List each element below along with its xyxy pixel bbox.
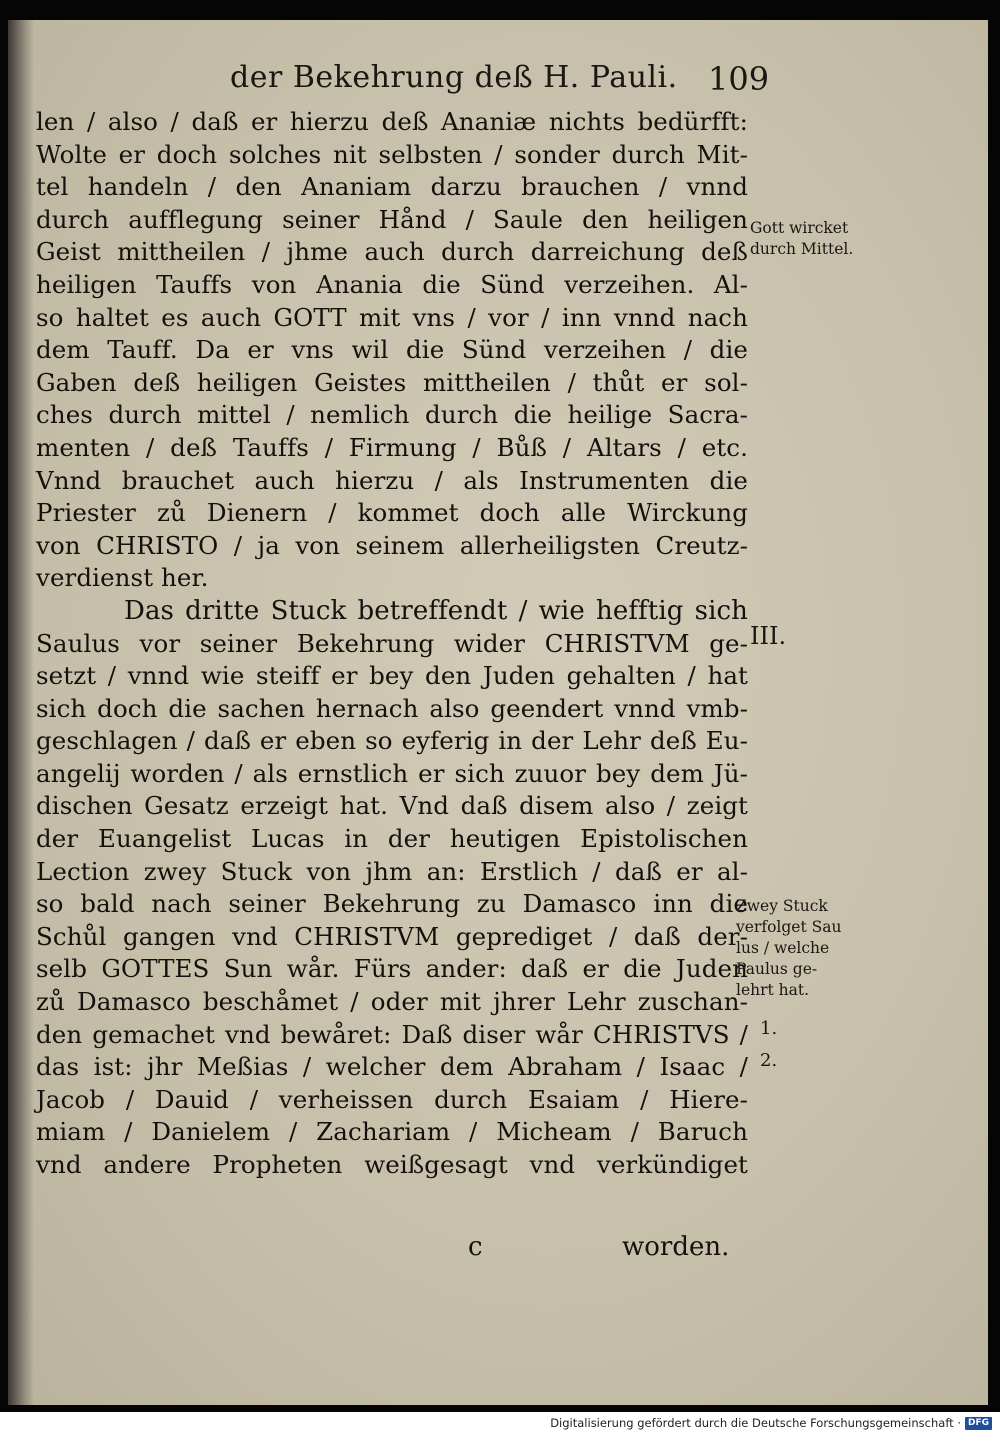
- text-line: angelij worden / als ernstlich er sich zuuor bey dem Jü-: [36, 758, 748, 788]
- dfg-logo-icon[interactable]: DFG: [965, 1417, 992, 1430]
- main-text-block: [36, 106, 748, 1182]
- margin-note-section-three: III.: [750, 622, 787, 650]
- margin-note-line: verfolget Sau: [736, 918, 842, 936]
- text-line: menten / deß Tauffs / Firmung / Bůß / Altars / etc.: [36, 432, 748, 462]
- text-line: heiligen Tauffs von Anania die Sünd verzeihen. Al-: [36, 269, 748, 299]
- signature-mark: c: [468, 1232, 483, 1262]
- credit-bar: [0, 1412, 1000, 1434]
- text-line: zů Damasco beschåmet / oder mit jhrer Lehr zuschan-: [36, 987, 748, 1017]
- text-line: das ist: jhr Meßias / welcher dem Abraham / Isaac /: [36, 1052, 748, 1082]
- margin-note-line: lus / welche: [736, 939, 830, 957]
- margin-note-line: Zwey Stuck: [736, 897, 828, 915]
- margin-note-line: Gott wircket: [750, 219, 849, 237]
- credit-text: Digitalisierung gefördert durch die Deutsche Forschungsgemeinschaft ·: [550, 1416, 961, 1430]
- running-title: der Bekehrung deß H. Pauli.: [230, 60, 678, 95]
- text-line: den gemachet vnd bewåret: Daß diser wår CHRISTVS /: [36, 1019, 748, 1049]
- text-line: dem Tauff. Da er vns wil die Sünd verzeihen / die: [36, 335, 748, 365]
- text-line: selb GOTTES Sun wår. Fürs ander: daß er die Juden: [36, 954, 748, 984]
- text-line: vnd andere Propheten weißgesagt vnd verkündiget: [36, 1150, 748, 1179]
- book-page: [8, 20, 988, 1405]
- text-line: Lection zwey Stuck von jhm an: Erstlich / daß er al-: [36, 856, 748, 886]
- text-line: von CHRISTO / ja von seinem allerheiligsten Creutz-: [36, 530, 748, 560]
- text-line: der Euangelist Lucas in der heutigen Epistolischen: [36, 824, 748, 854]
- text-line: so haltet es auch GOTT mit vns / vor / inn vnnd nach: [36, 302, 748, 332]
- margin-note-line: durch Mittel.: [750, 240, 854, 258]
- text-line: verdienst her.: [36, 563, 209, 593]
- text-line: miam / Danielem / Zachariam / Micheam / Baruch: [36, 1117, 748, 1147]
- text-line: ches durch mittel / nemlich durch die heilige Sacra-: [36, 400, 748, 430]
- margin-number-two: 2.: [760, 1050, 778, 1071]
- text-line: Saulus vor seiner Bekehrung wider CHRISTVM ge-: [36, 628, 748, 658]
- text-line: Schůl gangen vnd CHRISTVM geprediget / daß der-: [36, 921, 748, 951]
- text-line: Geist mittheilen / jhme auch durch darreichung deß: [36, 237, 748, 267]
- text-line: dischen Gesatz erzeigt hat. Vnd daß disem also / zeigt: [36, 791, 748, 821]
- text-line: Vnnd brauchet auch hierzu / als Instrumenten die: [36, 465, 748, 495]
- text-line: tel handeln / den Ananiam darzu brauchen / vnnd: [36, 172, 748, 202]
- margin-number-one: 1.: [760, 1018, 778, 1039]
- text-line: Wolte er doch solches nit selbsten / sonder durch Mit-: [36, 139, 748, 169]
- margin-note-line: lehrt hat.: [736, 981, 810, 999]
- text-line: sich doch die sachen hernach also geendert vnnd vmb-: [36, 693, 748, 723]
- text-line: Gaben deß heiligen Geistes mittheilen / thůt er sol-: [36, 367, 748, 397]
- margin-note-line: Paulus ge-: [736, 960, 818, 978]
- page-number: 109: [708, 60, 770, 98]
- text-line: durch aufflegung seiner Hånd / Saule den heiligen: [36, 204, 748, 234]
- text-line: len / also / daß er hierzu deß Ananiæ nichts bedürfft:: [36, 107, 748, 136]
- text-line: geschlagen / daß er eben so eyferig in der Lehr deß Eu-: [36, 726, 748, 756]
- text-line: so bald nach seiner Bekehrung zu Damasco inn die: [36, 889, 748, 919]
- margin-note-two-pieces: [736, 896, 841, 1001]
- text-line: Jacob / Dauid / verheissen durch Esaiam / Hiere-: [36, 1084, 748, 1114]
- text-line: setzt / vnnd wie steiff er bey den Juden gehalten / hat: [36, 661, 748, 691]
- margin-note-god-works: [750, 218, 853, 260]
- text-line: Priester zů Dienern / kommet doch alle Wirckung: [36, 498, 748, 528]
- catchword: worden.: [622, 1232, 730, 1262]
- paragraph-start-line: Das dritte Stuck betreffendt / wie hefftig sich: [124, 595, 748, 626]
